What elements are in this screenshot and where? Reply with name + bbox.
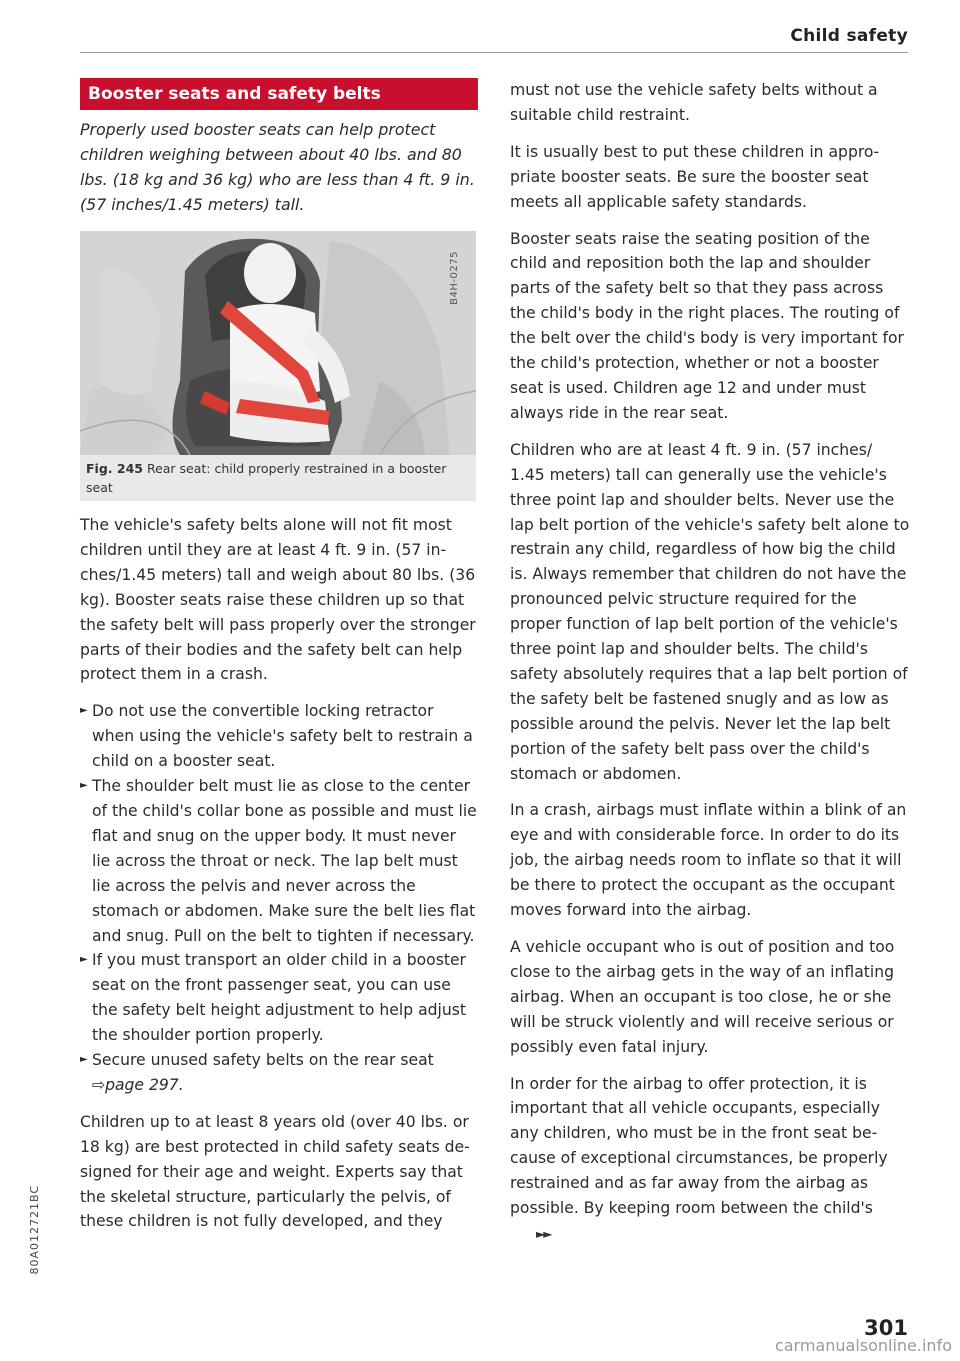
paragraph <box>510 1072 910 1247</box>
figure-caption-label: Fig. 245 <box>86 461 143 476</box>
section-heading: Booster seats and safety belts <box>80 78 478 110</box>
bullet-list <box>80 699 478 1098</box>
booster-seat-illustration <box>80 231 476 455</box>
page-number: 301 <box>864 1316 908 1340</box>
paragraph: The vehicle's safety belts alone will not fit most children until they are at least 4 ft. 9 in. (57 inches/1.45 meters) tall and weigh about 80 lbs. (36 kg). Booster seats raise these children up so that the safety belt will pass properly over the stronger parts of their bodies and the safety belt can help protect them in a crash. <box>80 516 476 684</box>
paragraph: It is usually best to put these children in appropriate booster seats. Be sure the booster seat meets all applicable safety standards. <box>510 142 880 211</box>
list-item <box>80 1048 478 1098</box>
figure-code: B4H-0275 <box>449 251 461 305</box>
intro-text: Properly used booster seats can help protect children weighing between about 40 lbs. and 80 lbs. (18 kg and 36 kg) who are less than 4 ft. 9 in. (57 inches/1.45 meters) tall. <box>80 120 475 214</box>
list-item-text: Secure unused safety belts on the rear seat <box>92 1051 434 1070</box>
right-column <box>510 78 910 1259</box>
paragraph: Children up to at least 8 years old (over 40 lbs. or 18 kg) are best protected in child safety seats designed for their age and weight. Experts say that the skeletal structure, particularly the pelvis, of these children is not fully developed, and they <box>80 1112 470 1231</box>
list-item: ► Do not use the convertible locking retractor when using the vehicle's safety belt to restrain a child on a booster seat. <box>80 699 478 774</box>
paragraph: Booster seats raise the seating position of the child and reposition both the lap and shoulder parts of the safety belt so that they pass across the child's body in the right places. The routing of the belt over the child's body is very important for the child's protection, whether or not a booster seat is used. Children age 12 and under must always ride in the rear seat. <box>510 229 904 422</box>
document-code: 80A012721BC <box>28 1185 41 1275</box>
figure-caption <box>80 455 476 501</box>
figure-caption-text: Rear seat: child properly restrained in a booster seat <box>86 461 447 495</box>
page-ref-link[interactable]: ⇨page 297. <box>92 1075 184 1094</box>
paragraph: must not use the vehicle safety belts without a suitable child restraint. <box>510 81 878 124</box>
paragraph: In a crash, airbags must inflate within a blink of an eye and with considerable force. In order to do its job, the airbag needs room to inflate so that it will be there to protect the occupant as the occupant moves forward into the airbag. <box>510 801 907 920</box>
list-item: ► If you must transport an older child in a booster seat on the front passenger seat, you can use the safety belt height adjustment to help adjust the shoulder portion properly. <box>80 948 478 1048</box>
section-title: Child safety <box>790 26 908 46</box>
watermark: carmanualsonline.info <box>774 1336 952 1355</box>
left-column <box>80 78 478 1246</box>
list-item: ► The shoulder belt must lie as close to the center of the child's collar bone as possible and must lie flat and snug on the upper body. It must never lie across the throat or neck. The lap belt must lie across the pelvis and never across the stomach or abdomen. Make sure the belt lies flat and snug. Pull on the belt to tighten if necessary. <box>80 774 478 948</box>
paragraph-text: In order for the airbag to offer protection, it is important that all vehicle occupants, especially any children, who must be in the front seat because of exceptional circumstances, be properly restrained and as far away from the airbag as possible. By keeping room between the child's <box>510 1074 888 1218</box>
paragraph: Children who are at least 4 ft. 9 in. (57 inches/ 1.45 meters) tall can generally use the vehicle's three point lap and shoulder belts. Never use the lap belt portion of the vehicle's safety belt alone to restrain any child, regardless of how big the child is. Always remember that children do not have the pronounced pelvic structure required for the proper function of lap belt portion of the vehicle's three point lap and shoulder belts. The child's safety absolutely requires that a lap belt portion of the safety belt be fastened snugly and as low as possible around the pelvis. Never let the lap belt portion of the safety belt pass over the child's stomach or abdomen. <box>510 440 910 783</box>
continue-arrow-icon: ►► <box>536 1226 551 1241</box>
figure-booster-seat <box>80 231 476 501</box>
paragraph: A vehicle occupant who is out of position and too close to the airbag gets in the way of an inflating airbag. When an occupant is too close, he or she will be struck violently and will receive serious or possibly even fatal injury. <box>510 938 895 1056</box>
header-rule <box>80 52 908 53</box>
